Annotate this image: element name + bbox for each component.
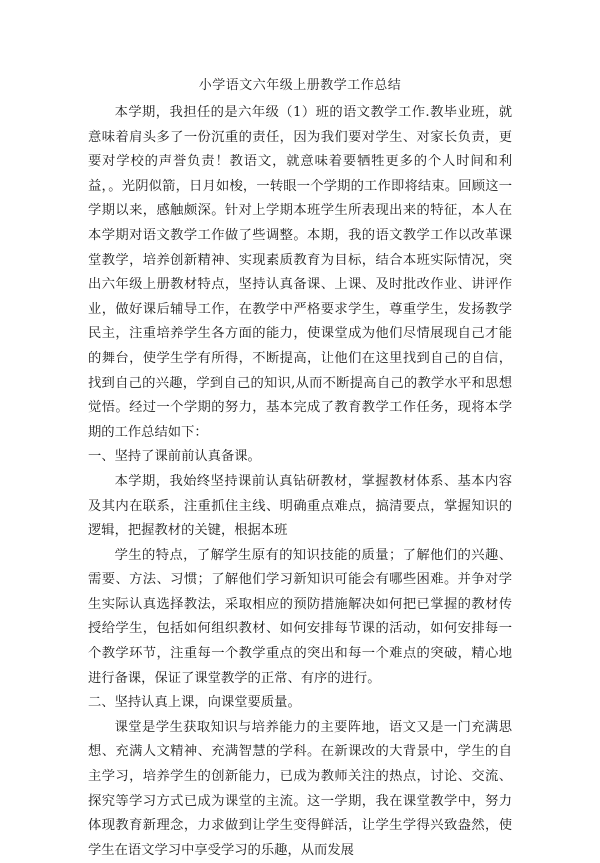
section-1-paragraph-2: 学生的特点，了解学生原有的知识技能的质量；了解他们的兴趣、需要、方法、习惯；了解他们学习新知识可能会有哪些困难。并争对学生实际认真选择教法，采取相应的预防措施解决如何把已掌握的教材传授给学生，包括如何组织教材、如何安排每节课的活动，如何安排每一个教学环节，注重每一个教学重点的突出和每一个难点的突破，精心地进行备课，保证了课堂教学的正常、有序的进行。 <box>88 547 512 686</box>
section-heading-1: 一、坚持了课前前认真备课。 <box>88 449 261 465</box>
intro-paragraph: 本学期，我担任的是六年级（1）班的语文教学工作.教毕业班，就意味着肩头多了一份沉重的责任，因为我们要对学生、对家长负责，更要对学校的声誉负责！教语文，就意味着要牺牲更多的个人时间和利益，。光阴似箭，日月如梭，一转眼一个学期的工作即将结束。回顾这一学期以来，感触颇深。针对上学期本班学生所表现出来的特征，本人在本学期对语文教学工作做了些调整。本期，我的语文教学工作以改革课堂教学，培养创新精神、实现素质教育为目标，结合本班实际情况，突出六年级上册教材特点，坚持认真备课、上课、及时批改作业、讲评作业，做好课后辅导工作，在教学中严格要求学生，尊重学生，发扬教学民主，注重培养学生各方面的能力，使课堂成为他们尽情展现自己才能的舞台，使学生学有所得，不断提高，让他们在这里找到自己的自信，找到自己的兴趣，学到自己的知识,从而不断提高自己的教学水平和思想觉悟。经过一个学期的努力，基本完成了教育教学工作任务，现将本学期的工作总结如下： <box>88 105 512 440</box>
section-2-paragraph-1: 课堂是学生获取知识与培养能力的主要阵地，语文又是一门充满思想、充满人文精神、充满智慧的学科。在新课改的大背景中，学生的自主学习，培养学生的创新能力，已成为教师关注的热点，讨论、交流、探究等学习方式已成为课堂的主流。这一学期，我在课堂教学中，努力体现教育新理念，力求做到让学生变得鲜活，让学生学得兴致盎然，使学生在语文学习中享受学习的乐趣，从而发展 <box>88 719 512 858</box>
section-heading-2: 二、坚持认真上课，向课堂要质量。 <box>88 695 301 711</box>
document-title: 小学语文六年级上册教学工作总结 <box>198 78 402 93</box>
section-1-paragraph-1: 本学期，我始终坚持课前认真钻研教材，掌握教材体系、基本内容及其内在联系，注重抓住主线、明确重点难点，搞清要点，掌握知识的逻辑，把握教材的关键，根据本班 <box>88 473 512 539</box>
